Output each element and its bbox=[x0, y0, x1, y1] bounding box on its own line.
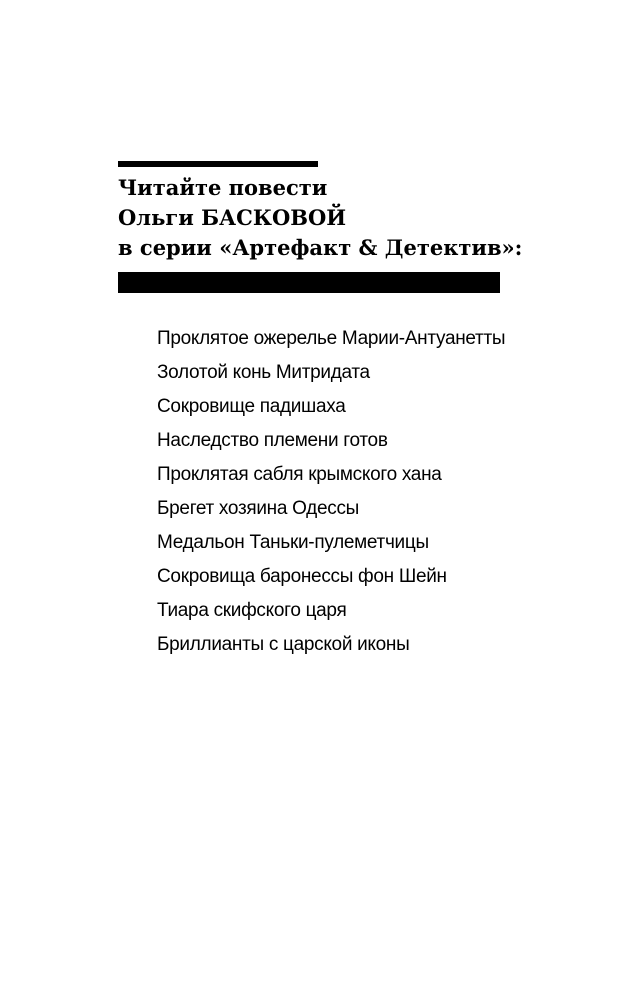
bottom-rule bbox=[118, 272, 500, 293]
book-titles-list bbox=[157, 322, 505, 662]
book-title: Бриллианты с царской иконы bbox=[157, 634, 410, 655]
top-rule bbox=[118, 161, 318, 167]
book-title: Брегет хозяина Одессы bbox=[157, 498, 359, 519]
heading-line-2: Ольги БАСКОВОЙ bbox=[118, 205, 347, 230]
book-title: Проклятая сабля крымского хана bbox=[157, 464, 442, 485]
book-title: Медальон Таньки-пулеметчицы bbox=[157, 532, 429, 553]
book-title: Наследство племени готов bbox=[157, 430, 388, 451]
book-title: Сокровища баронессы фон Шейн bbox=[157, 566, 447, 587]
book-title: Сокровище падишаха bbox=[157, 396, 346, 417]
book-title: Тиара скифского царя bbox=[157, 600, 347, 621]
book-title: Проклятое ожерелье Марии-Антуанетты bbox=[157, 328, 506, 349]
series-heading bbox=[118, 173, 522, 263]
heading-line-1: Читайте повести bbox=[118, 175, 328, 200]
heading-line-3: в серии «Артефакт & Детектив»: bbox=[118, 235, 523, 260]
book-title: Золотой конь Митридата bbox=[157, 362, 370, 383]
